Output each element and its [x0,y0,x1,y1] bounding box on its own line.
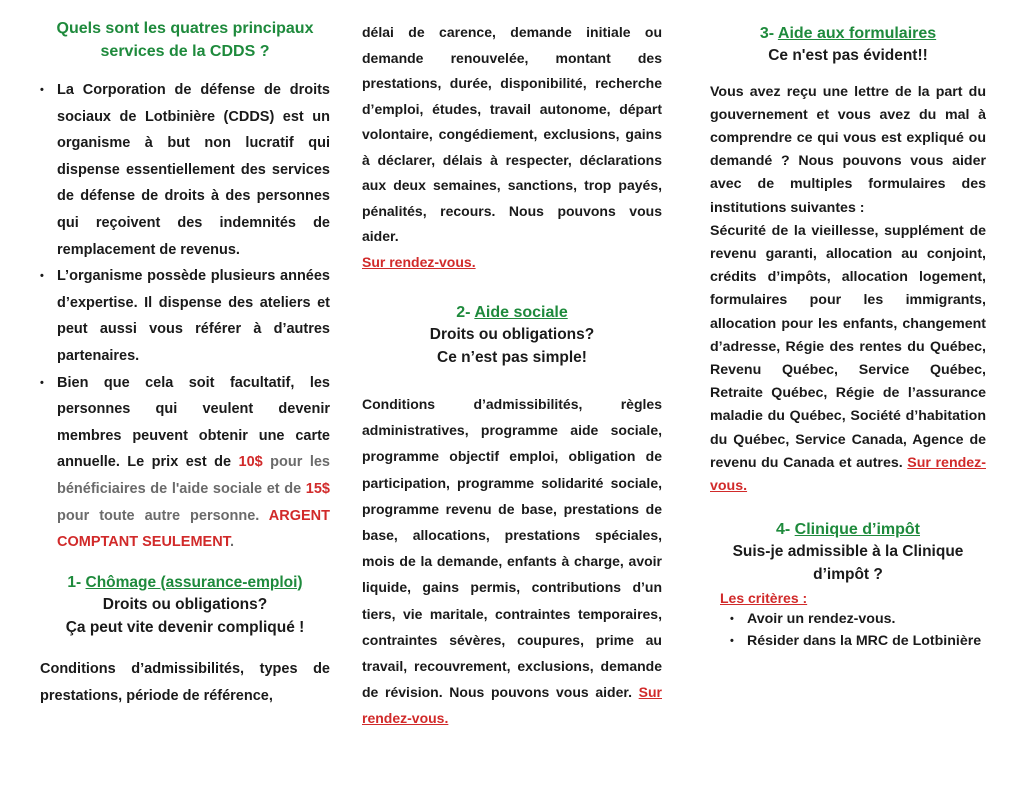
section-1-subtitle: Droits ou obligations? [102,596,268,614]
section-2-body: Conditions d’admissibilités, règles administratives, programme aide sociale, programme objectif emploi, obligation de participation, programme solidarité sociale, programme revenu de base, prestations de base, allocations, prestations spéciales, mois de la demande, enfants à charge, avoir liquide, gains permis, contributions d’un tiers, vie maritale, contraintes temporaires, contraintes sévères, coupures, prime au travail, recouvrement, exclusions, demande de révision. Nous pouvons vous aider. Sur rendez-vous. [362,396,662,727]
criteria-label: Les critères : [720,590,808,607]
section-4-title: 4- Clinique d’impôt [776,521,920,539]
appointment-link[interactable]: Sur rendez-vous. [362,253,476,270]
price-others: 15$ [305,480,330,497]
list-item: • La Corporation de défense de droits sociaux de Lotbinière (CDDS) est un organisme à but non lucratif qui dispense essentiellement des services de défense de droits à des personnes qui reçoivent des indemnités de remplacement de revenus. [40,77,330,263]
section-1-body-continued: délai de carence, demande initiale ou demande renouvelée, montant des prestations, durée, disponibilité, recherche d’emploi, études, travail autonome, départ volontaire, congédiement, exclusions, gains à déclarer, délais à respecter, déclarations aux deux semaines, sanctions, trop payés, pénalités, recours. Nous pouvons vous aider. Sur rendez-vous. [362,24,662,270]
criteria-list [730,608,986,652]
list-item: • Bien que cela soit facultatif, les personnes qui veulent devenir membres peuvent obtenir une carte annuelle. Le prix est de 10$ pour les bénéficiaires de l'aide sociale et de 15$ pour toute autre personne. ARGENT COMPTANT SEULEMENT. [40,370,330,556]
section-2-subtitle: Droits ou obligations? [429,326,595,343]
intro-list [40,77,330,556]
section-2-heading [362,301,662,369]
section-4-heading [710,518,986,586]
section-3-institutions: Sécurité de la vieillesse, supplément de revenu garanti, allocation au conjoint, crédits d’impôts, allocation logement, formulaires pour les immigrants, allocation pour les enfants, changement d’adresse, Régie des rentes du Québec, Revenu Québec, Service Québec, Retraite Québec, Régie de l’assurance maladie du Québec, Société d’habitation du Québec, Service Canada, Agence de revenu du Canada et autres. Sur rendez-vous. [710,222,986,494]
list-item: • Avoir un rendez-vous. [730,608,986,630]
section-1-heading [40,572,330,640]
list-item: • Résider dans la MRC de Lotbinière [730,630,986,652]
section-2-title: 2- Aide sociale [456,304,568,321]
cash-only-notice: ARGENT COMPTANT SEULEMENT [57,507,330,551]
section-3-heading [710,22,986,68]
section-3-body: Vous avez reçu une lettre de la part du gouvernement et vous avez du mal à comprendre ce qui vous est expliqué ou demandé ? Nous pouvons vous aider avec de multiples formulaires des institutions suivantes : [710,83,986,216]
column-2 [362,0,662,732]
section-3-subtitle: Ce n'est pas évident!! [768,47,928,64]
section-1-subtitle-2: Ça peut vite devenir compliqué ! [65,618,305,636]
section-1-body: Conditions d’admissibilités, types de prestations, période de référence, [40,661,330,704]
price-members: 10$ [238,454,263,471]
column-1 [40,0,330,709]
intro-title: Quels sont les quatres principaux services de la CDDS ? [56,20,314,60]
appointment-link[interactable]: Sur rendez-vous. [710,454,986,494]
section-1-title: 1- Chômage (assurance-emploi) [67,573,303,591]
appointment-link[interactable]: Sur rendez-vous. [362,684,662,727]
section-4-subtitle: Suis-je admissible à la Clinique d’impôt ? [732,543,964,583]
list-item: • L’organisme possède plusieurs années d’expertise. Il dispense des ateliers et peut aussi vous référer à d’autres partenaires. [40,263,330,369]
section-3-title: 3- Aide aux formulaires [759,25,937,42]
section-2-subtitle-2: Ce n’est pas simple! [437,348,587,366]
column-3 [710,0,986,652]
